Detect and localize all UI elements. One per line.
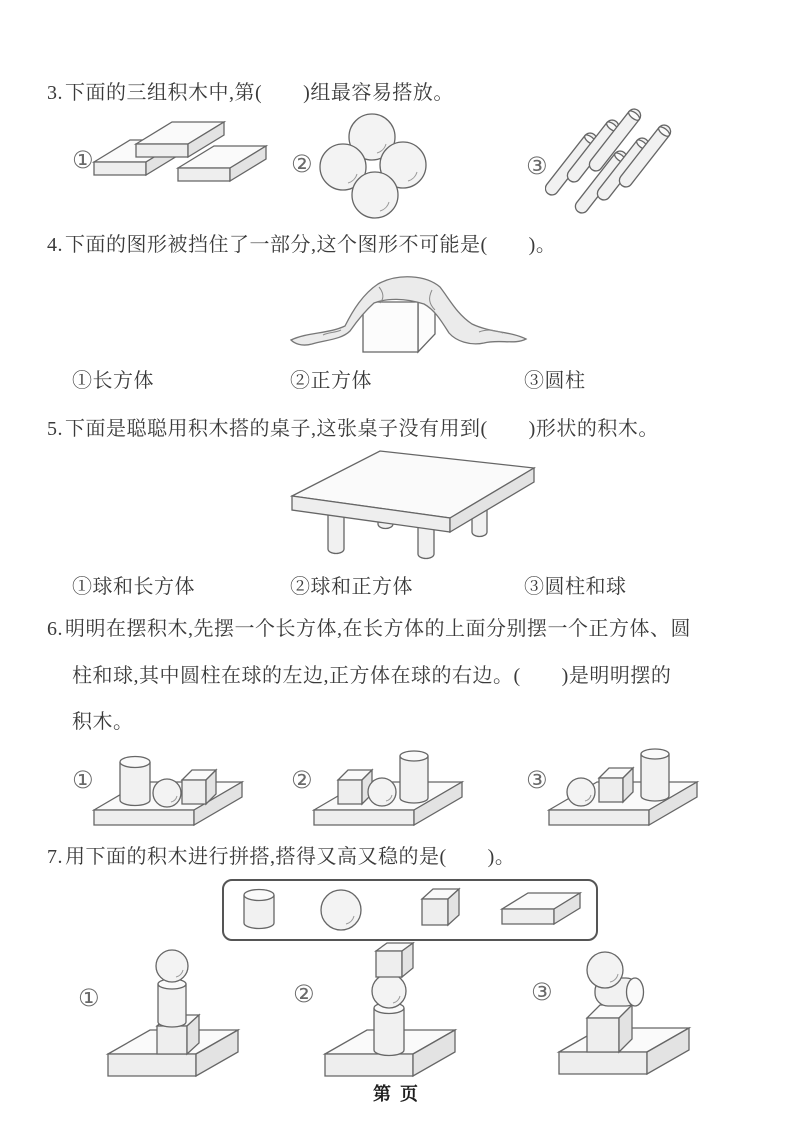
question-5-stem: 下面是聪聪用积木搭的桌子,这张桌子没有用到( )形状的积木。 bbox=[65, 418, 659, 440]
sphere bbox=[321, 890, 361, 930]
question-5-number: 5. bbox=[47, 418, 63, 440]
question-4-text bbox=[47, 228, 556, 257]
sphere-bottom bbox=[352, 172, 398, 218]
q3-figure-2-spheres bbox=[315, 110, 431, 220]
q7-option-2-label: ② bbox=[293, 980, 315, 1008]
q5-option-3: ③圆柱和球 bbox=[524, 576, 627, 598]
sphere bbox=[368, 778, 396, 806]
question-6-line-2 bbox=[72, 659, 671, 688]
cylinder bbox=[120, 757, 150, 806]
sphere bbox=[587, 952, 623, 988]
question-6-stem-line3: 积木。 bbox=[72, 711, 134, 733]
q7-figure-1-tower bbox=[98, 948, 248, 1078]
question-3-text bbox=[47, 76, 454, 105]
q6-option-1-label: ① bbox=[72, 766, 94, 794]
q6-figure-3-sphere-cube-cylinder bbox=[547, 740, 701, 828]
q7-figure-3-tower bbox=[551, 948, 701, 1080]
cube bbox=[422, 889, 459, 925]
cube bbox=[376, 943, 413, 977]
cube bbox=[338, 770, 372, 804]
q3-figure-3-cylinder-rods bbox=[545, 108, 677, 218]
question-6-number: 6. bbox=[47, 618, 63, 640]
cylinder bbox=[641, 749, 669, 801]
cylinder bbox=[374, 1003, 404, 1056]
sphere bbox=[372, 974, 406, 1008]
cuboid bbox=[502, 893, 580, 924]
question-7-stem: 用下面的积木进行拼搭,搭得又高又稳的是( )。 bbox=[65, 846, 516, 868]
q6-figure-2-cube-sphere-cylinder bbox=[312, 740, 466, 828]
q6-option-2-label: ② bbox=[291, 766, 313, 794]
sphere bbox=[156, 950, 188, 982]
q3-option-2-label: ② bbox=[291, 150, 313, 178]
q7-figure-2-tower bbox=[313, 942, 469, 1080]
cube bbox=[587, 1005, 632, 1052]
q7-blocks-box bbox=[222, 879, 598, 941]
question-6-line-3 bbox=[72, 705, 134, 734]
cube bbox=[182, 770, 216, 804]
cylinder bbox=[244, 890, 274, 929]
page-footer: 第 页 bbox=[372, 1084, 420, 1104]
question-5-text bbox=[47, 412, 659, 441]
cylinder bbox=[400, 751, 428, 803]
q7-blocks-box-figure bbox=[226, 883, 592, 937]
question-7-number: 7. bbox=[47, 846, 63, 868]
q5-option-2: ②球和正方体 bbox=[290, 576, 413, 598]
question-6-line-1 bbox=[47, 612, 691, 641]
q4-option-3: ③圆柱 bbox=[524, 370, 586, 392]
sphere bbox=[567, 778, 595, 806]
q6-option-3-label: ③ bbox=[526, 766, 548, 794]
q4-option-1: ①长方体 bbox=[72, 370, 154, 392]
q4-figure-covered-cube bbox=[283, 262, 535, 358]
q5-option-1: ①球和长方体 bbox=[72, 576, 195, 598]
question-6-stem-line1: 明明在摆积木,先摆一个长方体,在长方体的上面分别摆一个正方体、圆 bbox=[65, 618, 691, 640]
sphere bbox=[153, 779, 181, 807]
question-3-stem: 下面的三组积木中,第( )组最容易搭放。 bbox=[65, 82, 454, 104]
q5-figure-block-table bbox=[282, 446, 547, 564]
question-6-stem-line2: 柱和球,其中圆柱在球的左边,正方体在球的右边。( )是明明摆的 bbox=[72, 665, 672, 687]
question-3-number: 3. bbox=[47, 82, 63, 104]
q3-option-1-label: ① bbox=[72, 146, 94, 174]
question-7-text bbox=[47, 840, 515, 869]
q7-option-1-label: ① bbox=[78, 984, 100, 1012]
q4-option-2: ②正方体 bbox=[290, 370, 372, 392]
q3-figure-1-cuboid-slabs bbox=[92, 116, 270, 188]
q7-option-3-label: ③ bbox=[531, 978, 553, 1006]
question-4-number: 4. bbox=[47, 234, 63, 256]
cylinder bbox=[158, 979, 186, 1027]
q6-figure-1-cylinder-sphere-cube bbox=[92, 740, 246, 828]
q3-option-3-label: ③ bbox=[526, 152, 548, 180]
question-4-stem: 下面的图形被挡住了一部分,这个图形不可能是( )。 bbox=[65, 234, 557, 256]
cube bbox=[599, 768, 633, 802]
